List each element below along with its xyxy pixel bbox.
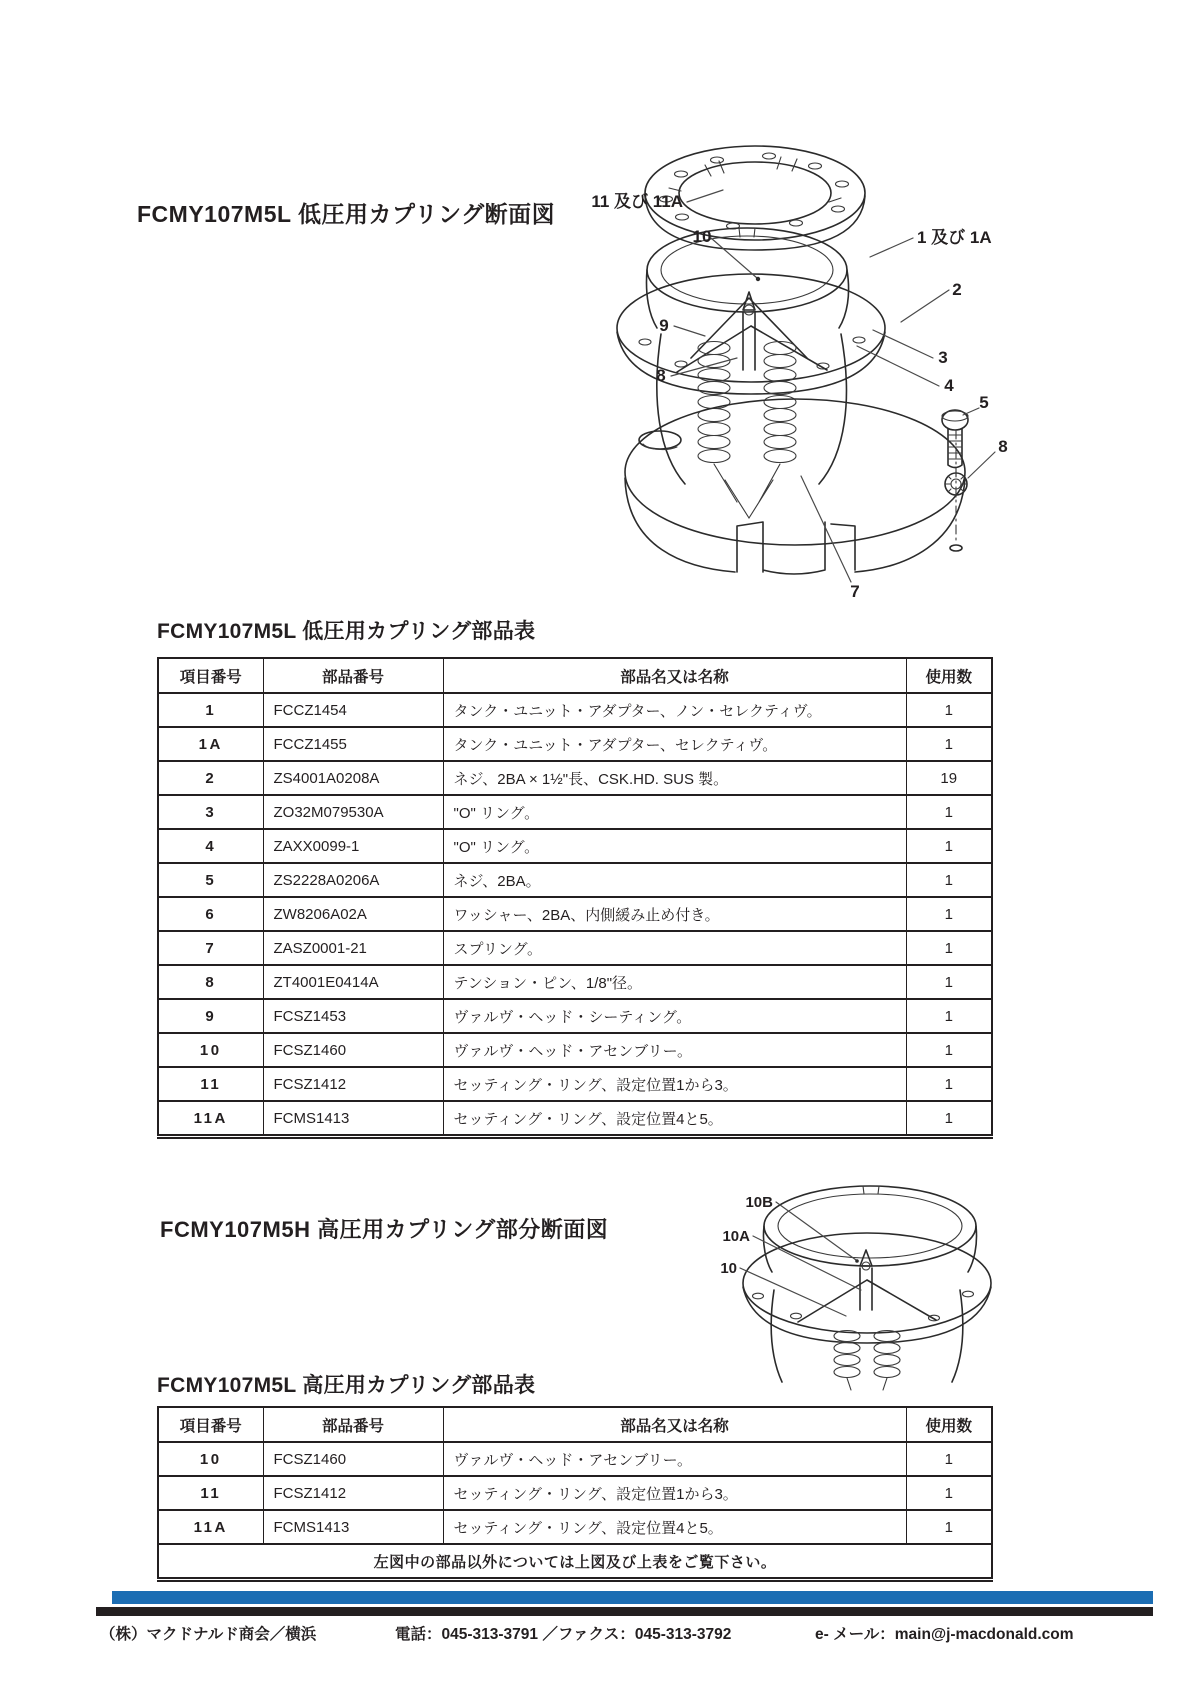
table-cell: 3 — [158, 795, 263, 829]
footer-accent-bar — [112, 1591, 1153, 1604]
table-row — [158, 693, 992, 727]
table-cell: ヴァルヴ・ヘッド・シーティング。 — [443, 999, 906, 1033]
table-cell: 1 — [906, 863, 992, 897]
column-header: 項目番号 — [158, 658, 263, 693]
table-row — [158, 795, 992, 829]
callout-10a: 10A — [722, 1228, 750, 1245]
column-header: 部品番号 — [263, 1407, 443, 1442]
table-cell: ZAXX0099-1 — [263, 829, 443, 863]
table-cell: セッティング・リング、設定位置1から3。 — [443, 1476, 906, 1510]
table-cell: ZASZ0001-21 — [263, 931, 443, 965]
table-note: 左図中の部品以外については上図及び上表をご覧下さい。 — [158, 1544, 992, 1580]
callout-11-and-11a: 11 及び 11A — [591, 192, 683, 211]
table-row — [158, 1476, 992, 1510]
table-cell: 1 — [906, 931, 992, 965]
high-pressure-coupling-cutaway-drawing — [660, 1140, 990, 1390]
spring-drawing — [834, 1331, 900, 1391]
callout-8-right: 8 — [998, 437, 1008, 456]
table-row — [158, 999, 992, 1033]
table-cell: ネジ、2BA。 — [443, 863, 906, 897]
table-cell: セッティング・リング、設定位置4と5。 — [443, 1101, 906, 1137]
table-cell: 9 — [158, 999, 263, 1033]
table-cell: 1 — [906, 1476, 992, 1510]
callout-9: 9 — [659, 316, 669, 335]
callout-4: 4 — [944, 376, 954, 395]
table-cell: FCSZ1412 — [263, 1476, 443, 1510]
adapter-cup-drawing — [743, 1186, 991, 1382]
callout-8-left: 8 — [656, 366, 666, 385]
footer-black-bar — [96, 1607, 1153, 1616]
table-row — [158, 727, 992, 761]
table-cell: 1 — [906, 1033, 992, 1067]
footer-phone-fax: 電話：045-313-3791 ／ファクス：045-313-3792 — [395, 1626, 732, 1643]
table-cell: 1 — [906, 897, 992, 931]
column-header: 部品名又は名称 — [443, 658, 906, 693]
base-disc-drawing — [625, 399, 965, 574]
callout-10b: 10B — [745, 1194, 773, 1211]
table-cell: ZS4001A0208A — [263, 761, 443, 795]
table-cell: 11 — [158, 1067, 263, 1101]
low-pressure-coupling-cutaway-drawing — [565, 120, 1075, 605]
table-cell: ヴァルヴ・ヘッド・アセンブリー。 — [443, 1033, 906, 1067]
column-header: 使用数 — [906, 1407, 992, 1442]
table-cell: 1 — [906, 727, 992, 761]
footer-email: e- メール：main@j-macdonald.com — [815, 1626, 1074, 1643]
table-cell: ZW8206A02A — [263, 897, 443, 931]
column-header: 部品名又は名称 — [443, 1407, 906, 1442]
table-header-row — [158, 1407, 992, 1442]
table-cell: 19 — [906, 761, 992, 795]
table-cell: 4 — [158, 829, 263, 863]
callout-10: 10 — [692, 227, 712, 246]
table-cell: FCMS1413 — [263, 1101, 443, 1137]
table-cell: 8 — [158, 965, 263, 999]
table-cell: ネジ、2BA × 1½"長、CSK.HD. SUS 製。 — [443, 761, 906, 795]
footer-company: （株）マクドナルド商会／横浜 — [100, 1626, 317, 1643]
table-cell: FCMS1413 — [263, 1510, 443, 1544]
table-cell: FCSZ1460 — [263, 1033, 443, 1067]
table-cell: 1 — [906, 795, 992, 829]
table-cell: 5 — [158, 863, 263, 897]
table-cell: 7 — [158, 931, 263, 965]
table-cell: ZO32M079530A — [263, 795, 443, 829]
table-cell: 1 — [158, 693, 263, 727]
low-pressure-parts-table — [157, 657, 993, 1139]
column-header: 項目番号 — [158, 1407, 263, 1442]
table-cell: 11A — [158, 1510, 263, 1544]
callout-7: 7 — [850, 582, 860, 601]
table-row — [158, 761, 992, 795]
table-cell: 1 — [906, 829, 992, 863]
table-cell: FCSZ1453 — [263, 999, 443, 1033]
table-cell: 1 — [906, 1442, 992, 1476]
table-cell: 1 — [906, 965, 992, 999]
table-cell: 10 — [158, 1442, 263, 1476]
table-row — [158, 931, 992, 965]
adapter-cup-drawing — [617, 228, 885, 484]
table-cell: セッティング・リング、設定位置1から3。 — [443, 1067, 906, 1101]
table-cell: ワッシャー、2BA、内側緩み止め付き。 — [443, 897, 906, 931]
table-cell: スプリング。 — [443, 931, 906, 965]
table-cell: タンク・ユニット・アダプター、ノン・セレクティヴ。 — [443, 693, 906, 727]
table-cell: ZS2228A0206A — [263, 863, 443, 897]
table-cell: FCSZ1460 — [263, 1442, 443, 1476]
table-cell: ヴァルヴ・ヘッド・アセンブリー。 — [443, 1442, 906, 1476]
table-row — [158, 863, 992, 897]
table-header-row — [158, 658, 992, 693]
callout-10: 10 — [720, 1260, 737, 1277]
callout-2: 2 — [952, 280, 962, 299]
high-pressure-diagram-title: FCMY107M5H 高圧用カプリング部分断面図 — [160, 1217, 609, 1242]
table-note-row — [158, 1544, 992, 1580]
spring-drawing — [698, 342, 796, 519]
column-header: 部品番号 — [263, 658, 443, 693]
table-cell: "O" リング。 — [443, 829, 906, 863]
table-cell: タンク・ユニット・アダプター、セレクティヴ。 — [443, 727, 906, 761]
low-pressure-table-title: FCMY107M5L 低圧用カプリング部品表 — [157, 620, 536, 643]
high-pressure-parts-table — [157, 1406, 993, 1582]
high-pressure-table-title: FCMY107M5L 高圧用カプリング部品表 — [157, 1374, 536, 1397]
table-cell: 1 — [906, 1510, 992, 1544]
column-header: 使用数 — [906, 658, 992, 693]
table-cell: セッティング・リング、設定位置4と5。 — [443, 1510, 906, 1544]
table-cell: 10 — [158, 1033, 263, 1067]
table-cell: 6 — [158, 897, 263, 931]
table-cell: 1A — [158, 727, 263, 761]
table-cell: FCSZ1412 — [263, 1067, 443, 1101]
table-cell: "O" リング。 — [443, 795, 906, 829]
table-row — [158, 1101, 992, 1137]
table-row — [158, 1510, 992, 1544]
callout-5: 5 — [979, 393, 989, 412]
table-cell: 11A — [158, 1101, 263, 1137]
table-cell: 1 — [906, 1067, 992, 1101]
table-cell: 1 — [906, 693, 992, 727]
table-cell: ZT4001E0414A — [263, 965, 443, 999]
table-row — [158, 1033, 992, 1067]
table-cell: FCCZ1454 — [263, 693, 443, 727]
table-row — [158, 965, 992, 999]
callout-3: 3 — [938, 348, 948, 367]
table-cell: テンション・ピン、1/8"径。 — [443, 965, 906, 999]
table-cell: 11 — [158, 1476, 263, 1510]
table-cell: FCCZ1455 — [263, 727, 443, 761]
table-cell: 1 — [906, 1101, 992, 1137]
callout-1-and-1a: 1 及び 1A — [917, 228, 992, 247]
low-pressure-diagram-title: FCMY107M5L 低圧用カプリング断面図 — [137, 201, 556, 227]
table-cell: 2 — [158, 761, 263, 795]
table-row — [158, 897, 992, 931]
table-row — [158, 1442, 992, 1476]
table-row — [158, 1067, 992, 1101]
table-cell: 1 — [906, 999, 992, 1033]
table-row — [158, 829, 992, 863]
